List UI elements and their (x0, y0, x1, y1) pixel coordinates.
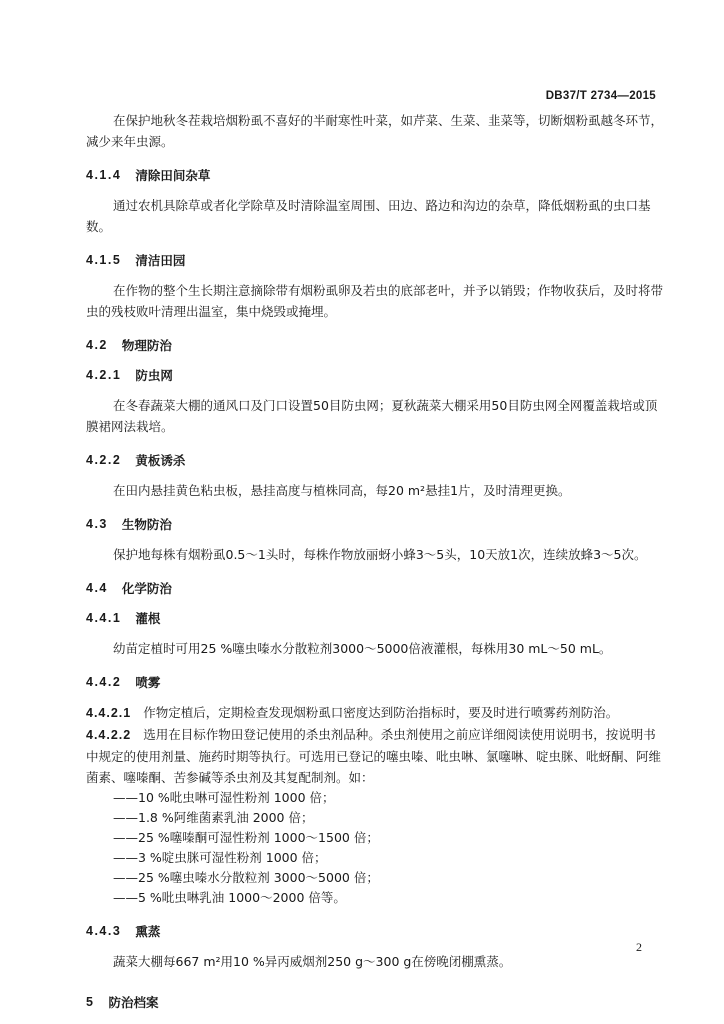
paragraph: 在田内悬挂黄色粘虫板，悬挂高度与植株同高，每20 m²悬挂1片，及时清理更换。 (113, 483, 571, 498)
paragraph: 在保护地秋冬茬栽培烟粉虱不喜好的半耐寒性叶菜，如芹菜、生菜、韭菜等，切断烟粉虱越冬环节，减少来年虫源。 (86, 113, 664, 149)
section-title: 防治档案 (108, 995, 159, 1010)
list-item: ——1.8 %阿维菌素乳油 2000 倍； (113, 810, 314, 825)
page-number: 2 (636, 940, 642, 954)
section-title: 喷雾 (135, 675, 161, 690)
section-heading-4-4 (86, 578, 664, 599)
section-title: 清洁田园 (135, 253, 186, 268)
section-number: 4.3 (86, 517, 108, 531)
section-number: 4.1.5 (86, 253, 122, 267)
section-title: 黄板诱杀 (135, 453, 186, 468)
section-number: 4.2.2 (86, 453, 122, 467)
clause-4-4-2-1 (86, 702, 664, 724)
section-heading-4-2-1 (86, 365, 664, 386)
paragraph: 通过农机具除草或者化学除草及时清除温室周围、田边、路边和沟边的杂草，降低烟粉虱的虫口基数。 (86, 198, 651, 234)
section-title: 物理防治 (121, 338, 172, 353)
section-heading-4-1-5 (86, 250, 664, 271)
section-title: 灌根 (135, 611, 161, 626)
list-item: ——25 %噻虫嗪水分散粒剂 3000～5000 倍； (113, 870, 379, 885)
paragraph: 幼苗定植时可用25 %噻虫嗪水分散粒剂3000～5000倍液灌根，每株用30 mL～50 mL。 (113, 641, 612, 656)
section-title: 清除田间杂草 (135, 168, 211, 183)
section-heading-4-3 (86, 514, 664, 535)
pesticide-list (86, 788, 664, 908)
list-item: ——25 %噻嗪酮可湿性粉剂 1000～1500 倍； (113, 830, 379, 845)
section-heading-4-4-2 (86, 672, 664, 693)
section-title: 防虫网 (135, 368, 173, 383)
section-heading-4-1-4 (86, 165, 664, 186)
document-body (86, 110, 664, 1013)
section-title: 化学防治 (121, 581, 172, 596)
list-item: ——10 %吡虫啉可湿性粉剂 1000 倍； (113, 790, 335, 805)
paragraph: 保护地每株有烟粉虱0.5～1头时，每株作物放丽蚜小蜂3～5头，10天放1次，连续放蜂3～5次。 (113, 547, 647, 562)
section-number: 4.4.2 (86, 675, 122, 689)
clause-text: 作物定植后，定期检查发现烟粉虱口密度达到防治指标时，要及时进行喷雾药剂防治。 (143, 705, 619, 720)
section-heading-4-4-1 (86, 608, 664, 629)
standard-code: DB37/T 2734—2015 (545, 90, 656, 102)
section-heading-5 (86, 992, 664, 1013)
section-heading-4-2-2 (86, 450, 664, 471)
clause-text: 选用在目标作物田登记使用的杀虫剂品种。杀虫剂使用之前应详细阅读使用说明书，按说明书中规定的使用剂量、施药时期等执行。可选用已登记的噻虫嗪、吡虫啉、氯噻啉、啶虫脒、吡蚜酮、阿维菌素、噻嗪酮、苦参碱等杀虫剂及其复配制剂。如： (86, 727, 662, 785)
list-item: ——3 %啶虫脒可湿性粉剂 1000 倍； (113, 850, 327, 865)
section-title: 生物防治 (121, 517, 172, 532)
paragraph: 蔬菜大棚每667 m²用10 %异丙威烟剂250 g～300 g在傍晚闭棚熏蒸。 (113, 954, 512, 969)
list-item: ——5 %吡虫啉乳油 1000～2000 倍等。 (113, 890, 346, 905)
section-heading-4-2 (86, 335, 664, 356)
section-title: 熏蒸 (135, 924, 161, 939)
section-number: 4.2 (86, 338, 108, 352)
section-number: 4.4 (86, 581, 108, 595)
section-number: 4.2.1 (86, 368, 122, 382)
section-number: 4.4.3 (86, 924, 122, 938)
paragraph: 在作物的整个生长期注意摘除带有烟粉虱卵及若虫的底部老叶，并予以销毁；作物收获后，及时将带虫的残枝败叶清理出温室，集中烧毁或掩埋。 (86, 283, 664, 319)
section-number: 4.4.1 (86, 611, 122, 625)
paragraph: 在冬春蔬菜大棚的通风口及门口设置50目防虫网；夏秋蔬菜大棚采用50目防虫网全网覆盖栽培或顶膜裙网法栽培。 (86, 398, 658, 434)
clause-number: 4.4.2.2 (86, 728, 132, 742)
section-number: 5 (86, 995, 95, 1009)
section-number: 4.1.4 (86, 168, 122, 182)
section-heading-4-4-3 (86, 921, 664, 942)
clause-4-4-2-2 (86, 724, 664, 788)
clause-number: 4.4.2.1 (86, 706, 132, 720)
